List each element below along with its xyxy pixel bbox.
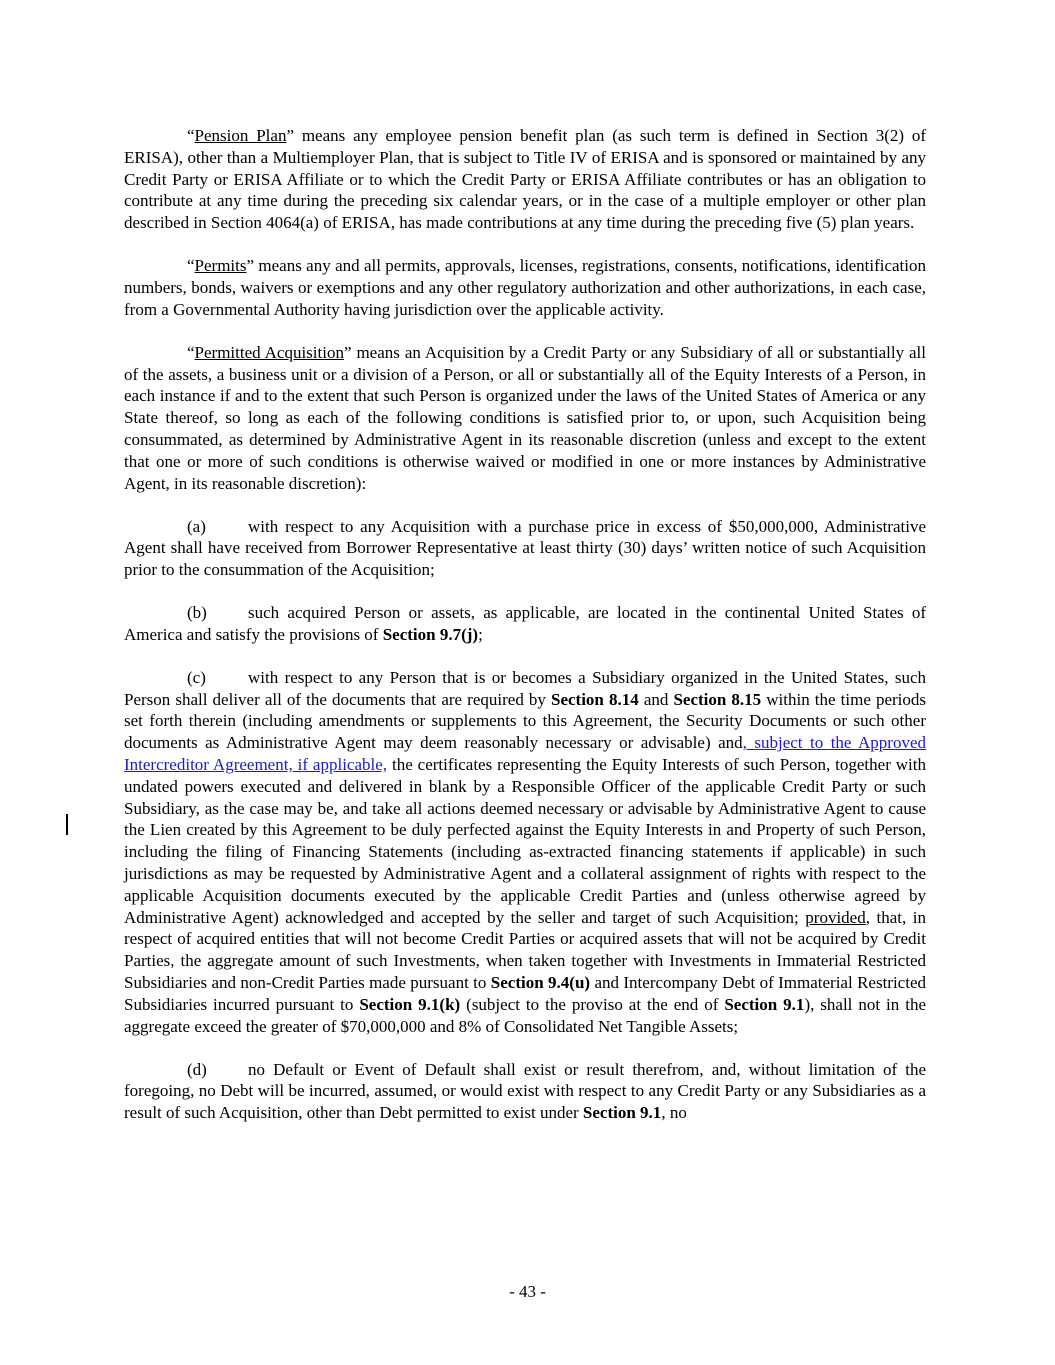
item-text: with respect to any Person that is or becomes a Subsidiary organized in the United States, such Person shall deliver all of the documents that are required by bbox=[124, 667, 926, 709]
defined-term-permitted-acquisition: Permitted Acquisition bbox=[194, 342, 344, 362]
section-reference: Section 8.14 bbox=[551, 689, 639, 709]
item-text: ; bbox=[478, 624, 483, 644]
item-label: (a) bbox=[187, 516, 206, 536]
inserted-revision-text: , subject to the Approved Intercreditor Agreement, if applicable, bbox=[124, 733, 926, 775]
open-quote: “ bbox=[187, 256, 195, 276]
item-text: ), shall not in the aggregate exceed the greater of $70,000,000 and 8% of Consolidated Net Tangible Assets; bbox=[124, 994, 926, 1036]
defined-term-pension-plan: Pension Plan bbox=[194, 126, 287, 145]
condition-item-a bbox=[124, 516, 926, 581]
revision-change-bar bbox=[66, 814, 68, 835]
item-text: the certificates representing the Equity Interests of such Person, together with undated powers executed and delivered in blank by a Responsible Officer of the applicable Credit Party or such Subsidiary, as the case may be, and take all actions deemed necessary or advisable by Administrative Agent to cause the Lien created by this Agreement to be duly perfected against the Equity Interests in and Property of such Person, including the filing of Financing Statements (including as-extracted financing statements if applicable) in such jurisdictions as may be requested by Administrative Agent and a collateral assignment of rights with respect to the applicable Acquisition documents executed by the applicable Credit Parties and (unless otherwise agreed by Administrative Agent) acknowledged and accepted by the seller and target of such Acquisition; bbox=[124, 755, 926, 927]
definition-text: ” means an Acquisition by a Credit Party or any Subsidiary of all or substantially all of the assets, a business unit or a division of a Person, or all or substantially all of the Equity Interests of a Person, in each instance if and to the extent that such Person is organized under the laws of the United States of America or any State thereof, so long as each of the following conditions is satisfied prior to, or upon, such Acquisition being consummated, as determined by Administrative Agent in its reasonable discretion (unless and except to the extent that one or more of such conditions is otherwise waived or modified in one or more instances by Administrative Agent, in its reasonable discretion): bbox=[124, 342, 926, 493]
section-reference: Section 9.4(u) bbox=[490, 973, 591, 993]
item-text: (subject to the proviso at the end of bbox=[460, 994, 725, 1014]
item-text: , that, in respect of acquired entities that will not become Credit Parties or acquired assets that will not be acquired by Credit Parties, the aggregate amount of such Investments, when taken together with Investments in Immaterial Restricted Subsidiaries and non-Credit Parties made pursuant to bbox=[124, 907, 926, 993]
item-text: and Intercompany Debt of Immaterial Restricted Subsidiaries incurred pursuant to bbox=[124, 973, 926, 1014]
definition-permits bbox=[124, 255, 926, 320]
section-reference: Section 9.1 bbox=[582, 1103, 662, 1123]
condition-item-d bbox=[124, 1059, 926, 1124]
definition-text: ” means any and all permits, approvals, licenses, registrations, consents, notifications, identification numbers, bonds, waivers or exemptions and any other regulatory authorization and other authorizations, in each case, from a Governmental Authority having jurisdiction over the applicable activity. bbox=[124, 256, 926, 319]
item-text: such acquired Person or assets, as applicable, are located in the continental United States of America and satisfy the provisions of bbox=[124, 603, 926, 644]
section-reference: Section 9.1(k) bbox=[359, 994, 461, 1014]
open-quote: “ bbox=[187, 126, 195, 145]
open-quote: “ bbox=[187, 342, 195, 362]
page-number: - 43 - bbox=[509, 1282, 546, 1301]
item-text: , no bbox=[661, 1103, 687, 1123]
definition-text: ” means any employee pension benefit plan (as such term is defined in Section 3(2) of ERISA), other than a Multiemployer Plan, that is subject to Title IV of ERISA and is sponsored or maintained by any Credit Party or ERISA Affiliate or to which the Credit Party or ERISA Affiliate contributes or has an obligation to contribute at any time during the preceding six calendar years, or in the case of a multiple employer or other plan described in Section 4064(a) of ERISA, has made contributions at any time during the preceding five (5) plan years. bbox=[124, 126, 927, 233]
section-reference: Section 9.1 bbox=[724, 994, 805, 1014]
definition-permitted-acquisition bbox=[124, 342, 926, 495]
section-reference: Section 8.15 bbox=[673, 689, 762, 709]
item-text: and bbox=[638, 689, 674, 709]
item-label: (d) bbox=[187, 1059, 207, 1079]
definition-pension-plan bbox=[124, 125, 926, 234]
item-label: (c) bbox=[187, 667, 206, 687]
item-label: (b) bbox=[187, 603, 207, 623]
section-reference: Section 9.7(j) bbox=[382, 624, 479, 644]
item-text: no Default or Event of Default shall exist or result therefrom, and, without limitation of the foregoing, no Debt will be incurred, assumed, or would exist with respect to any Credit Party or any Subsidiaries as a result of such Acquisition, other than Debt permitted to exist under bbox=[124, 1059, 926, 1123]
provided-term: provided bbox=[805, 907, 866, 927]
condition-item-b bbox=[124, 602, 926, 646]
condition-item-c bbox=[124, 667, 926, 1038]
item-text: with respect to any Acquisition with a purchase price in excess of $50,000,000, Administrative Agent shall have received from Borrower Representative at least thirty (30) days’ written notice of such Acquisition prior to the consummation of the Acquisition; bbox=[124, 516, 926, 580]
document-page bbox=[124, 125, 926, 1145]
defined-term-permits: Permits bbox=[194, 256, 247, 276]
item-text: within the time periods set forth therein (including amendments or supplements to this Agreement, the Security Documents or such other documents as Administrative Agent may deem reasonably necessary or advisable) and bbox=[124, 689, 927, 753]
